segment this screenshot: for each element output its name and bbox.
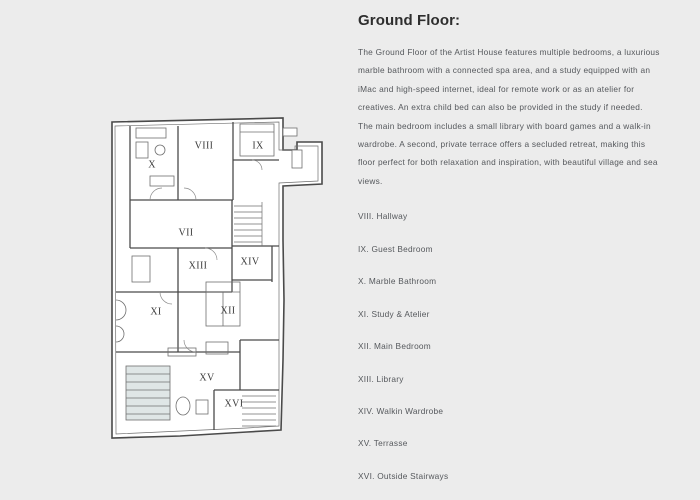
room-label-ix: IX	[252, 140, 264, 152]
room-label-xiv: XIV	[240, 256, 260, 268]
legend-item: XV. Terrasse	[358, 438, 408, 449]
description-pane	[350, 0, 700, 500]
room-label-xii: XII	[220, 305, 236, 317]
legend-item: XIII. Library	[358, 373, 404, 384]
room-label-x: X	[148, 159, 156, 171]
legend-item: IX. Guest Bedroom	[358, 243, 433, 254]
legend-item: X. Marble Bathroom	[358, 276, 437, 287]
floor-description: The Ground Floor of the Artist House features multiple bedrooms, a luxurious marble bathroom with a connected spa area, and a study equipped with an iMac and high-speed internet, ideal for remote work or as an atelier for creatives. An extra child bed can also be provided in the study if needed. The main bedroom includes a small library with board games and a walk-in wardrobe. A second, private terrace offers a secluded retreat, making this floor perfect for both relaxation and inspiration, with beautiful village and sea views.	[358, 47, 660, 186]
legend-item: XIV. Walkin Wardrobe	[358, 405, 444, 416]
legend-item: XVI. Outside Stairways	[358, 470, 449, 481]
room-label-vii: VII	[178, 227, 194, 239]
room-label-xvi: XVI	[224, 398, 244, 410]
room-label-viii: VIII	[194, 140, 214, 152]
page-title: Ground Floor:	[358, 12, 461, 29]
room-label-xi: XI	[150, 306, 162, 318]
legend-item: XII. Main Bedroom	[358, 341, 431, 352]
legend-item: VIII. Hallway	[358, 211, 408, 222]
room-label-xv: XV	[199, 372, 215, 384]
room-label-xiii: XIII	[188, 260, 208, 272]
legend-item: XI. Study & Atelier	[358, 308, 430, 319]
room-legend	[358, 212, 670, 482]
